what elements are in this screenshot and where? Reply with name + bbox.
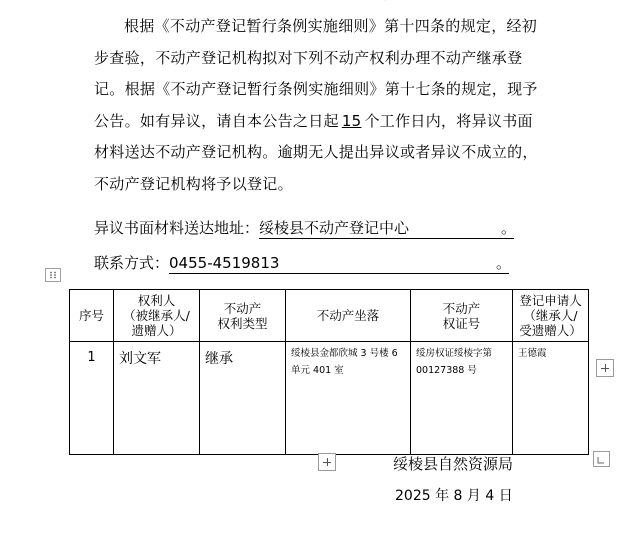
contact-label: 联系方式： [94, 254, 170, 272]
contact-value: 0455-4519813 [169, 254, 280, 272]
move-handle-icon[interactable] [45, 268, 61, 282]
notice-text-after-days: 个工作日内，将异议书面材料送达不动产登记机构。逾期无人提出异议或者异议不成立的，不动产登记机构将予以登记。 [94, 111, 538, 193]
header-right-type: 不动产 权利类型 [200, 290, 286, 342]
address-line [94, 218, 517, 239]
table-header-row [70, 290, 589, 342]
cell-right-type[interactable]: 继承 [200, 342, 286, 455]
notice-paragraph [94, 11, 544, 200]
cell-seq[interactable]: 1 [70, 342, 114, 455]
table-row [70, 342, 589, 455]
cell-cert-no[interactable]: 绥房权证绥棱字第 00127388 号 [411, 342, 513, 455]
cell-applicant[interactable]: 王德霞 [513, 342, 589, 455]
contact-end-mark: 。 [496, 254, 512, 272]
scroll-edge-mark [378, 0, 388, 2]
address-end-mark: 。 [501, 219, 517, 237]
issue-date: 2025 年 8 月 4 日 [395, 488, 513, 504]
plus-icon[interactable] [596, 359, 614, 377]
address-value: 绥棱县不动产登记中心 [259, 219, 410, 237]
plus-icon[interactable] [318, 453, 336, 471]
cell-location[interactable]: 绥棱县金都欣城 3 号楼 6 单元 401 室 [286, 342, 411, 455]
header-location: 不动产坐落 [286, 290, 411, 342]
issuer-name: 绥棱县自然资源局 [393, 455, 514, 473]
notice-text-before-days: 根据《不动产登记暂行条例实施细则》第十四条的规定，经初步查验，不动产登记机构拟对下列不动产权利办理不动产继承登记。根据《不动产登记暂行条例实施细则》第十七条的规定，现予公告。如有异议，请自本公告之日起 [94, 17, 538, 130]
cell-holder[interactable]: 刘文军 [114, 342, 200, 455]
header-seq: 序号 [70, 290, 114, 342]
contact-line [94, 253, 512, 274]
header-holder: 权利人 （被继承人/ 遗赠人） [114, 290, 200, 342]
header-applicant: 登记申请人 （继承人/ 受遗赠人） [513, 290, 589, 342]
address-label: 异议书面材料送达地址： [94, 219, 260, 237]
registration-table [69, 289, 589, 455]
header-cert-no: 不动产 权证号 [411, 290, 513, 342]
notice-days-value: 15 [341, 111, 362, 130]
resize-corner-icon[interactable] [593, 451, 610, 467]
